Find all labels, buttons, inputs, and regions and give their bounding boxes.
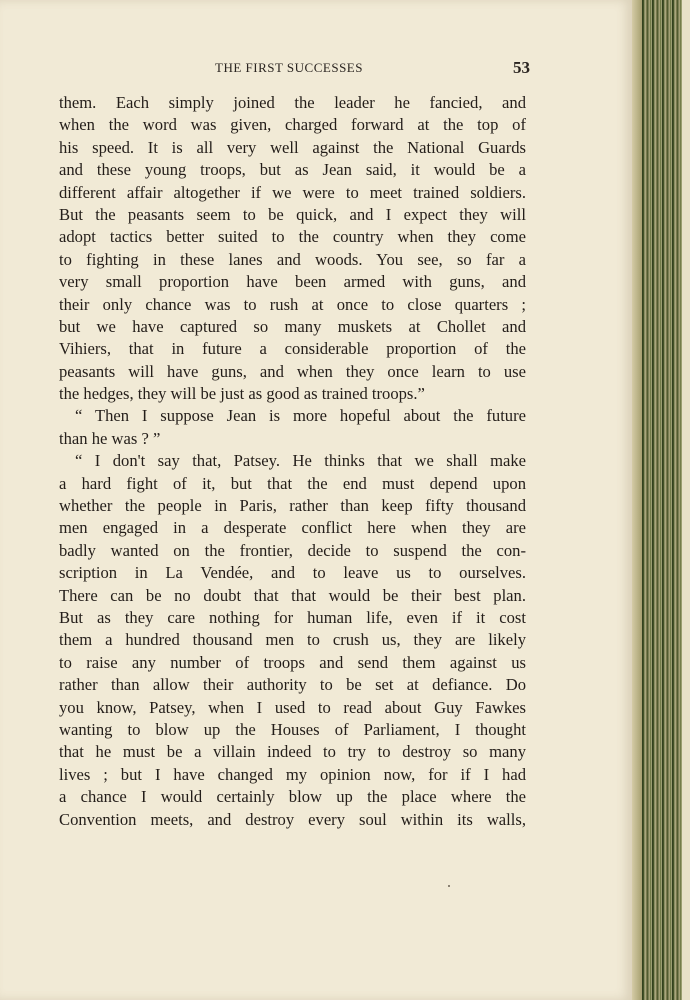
text-line: badly wanted on the frontier, decide to suspend the con- — [59, 540, 526, 560]
text-line: his speed. It is all very well against the National Guards — [59, 137, 526, 157]
text-line: peasants will have guns, and when they once learn to use — [59, 361, 526, 381]
text-line: whether the people in Paris, rather than keep fifty thousand — [59, 496, 526, 516]
text-line: wanting to blow up the Houses of Parliament, I thought — [59, 719, 526, 739]
text-line: and these young troops, but as Jean said, it would be a — [59, 160, 526, 180]
text-line: when the word was given, charged forward at the top of — [59, 115, 526, 135]
text-line: men engaged in a desperate conflict here when they are — [59, 518, 526, 538]
text-line: different affair altogether if we were to meet trained soldiers. — [59, 182, 526, 202]
text-line: a hard fight of it, but that the end must depend upon — [59, 473, 526, 493]
paper-speck — [448, 885, 450, 887]
text-line: but we have captured so many muskets at Chollet and — [59, 316, 526, 336]
text-line: to raise any number of troops and send them against us — [59, 652, 526, 672]
text-line: the hedges, they will be just as good as trained troops.” — [59, 384, 425, 404]
text-line: lives ; but I have changed my opinion now, for if I had — [59, 764, 526, 784]
text-line: rather than allow their authority to be set at defiance. Do — [59, 675, 526, 695]
text-line: “ I don't say that, Patsey. He thinks that we shall make — [75, 451, 526, 471]
text-line: There can be no doubt that that would be their best plan. — [59, 585, 526, 605]
page-header — [60, 60, 530, 80]
running-head: THE FIRST SUCCESSES — [215, 60, 363, 75]
text-line: than he was ? ” — [59, 428, 161, 448]
text-line: Vihiers, that in future a considerable proportion of the — [59, 339, 526, 359]
page-number: 53 — [513, 58, 530, 77]
text-line: them. Each simply joined the leader he fancied, and — [59, 93, 526, 112]
text-line: But the peasants seem to be quick, and I expect they will — [59, 204, 526, 224]
text-line: scription in La Vendée, and to leave us to ourselves. — [59, 563, 526, 583]
body-text — [59, 92, 526, 831]
text-line: you know, Patsey, when I used to read about Guy Fawkes — [59, 697, 526, 717]
text-line: to fighting in these lanes and woods. You see, so far a — [59, 249, 526, 269]
text-line: “ Then I suppose Jean is more hopeful about the future — [75, 406, 526, 426]
text-line: a chance I would certainly blow up the place where the — [59, 787, 526, 807]
text-line: Convention meets, and destroy every soul within its walls, — [59, 809, 526, 829]
text-line: them a hundred thousand men to crush us, they are likely — [59, 630, 526, 650]
text-line: their only chance was to rush at once to close quarters ; — [59, 294, 526, 314]
text-line: But as they care nothing for human life, even if it cost — [59, 607, 526, 627]
text-line: adopt tactics better suited to the country when they come — [59, 227, 526, 247]
page-edges — [632, 0, 690, 1000]
text-line: that he must be a villain indeed to try to destroy so many — [59, 742, 526, 762]
text-line: very small proportion have been armed with guns, and — [59, 272, 526, 292]
